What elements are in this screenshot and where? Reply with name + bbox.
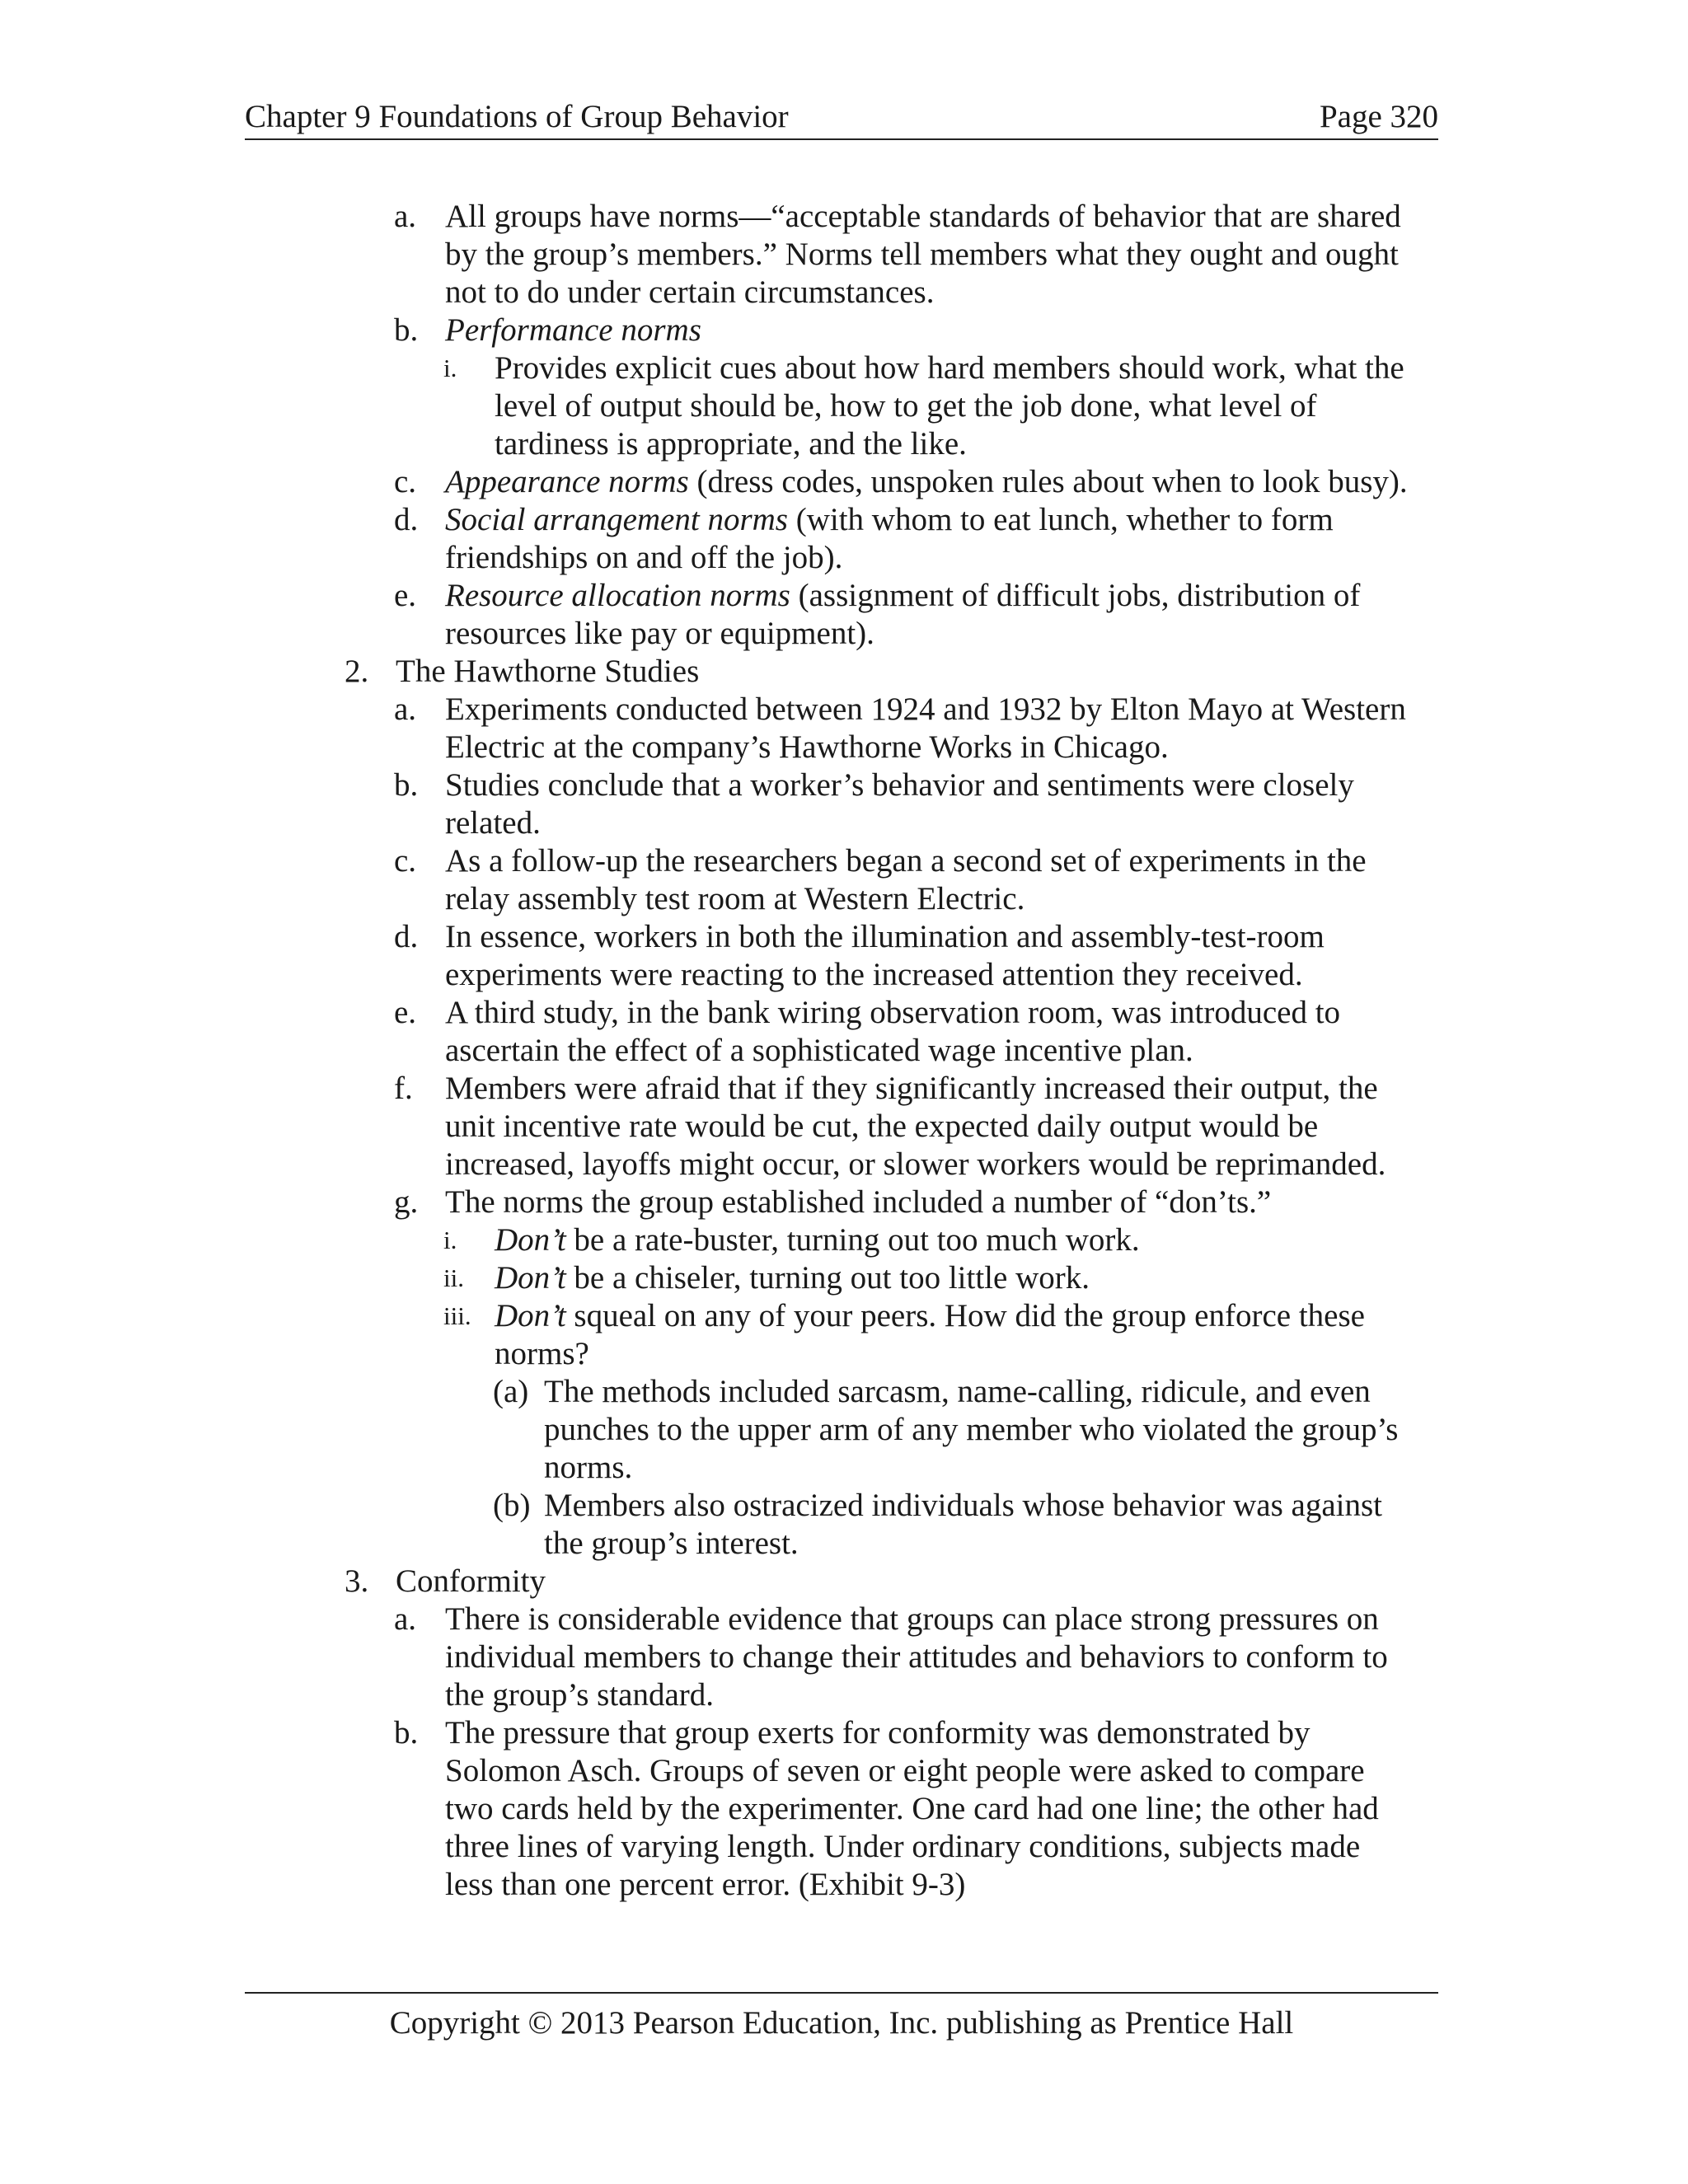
text-line: Don’t squeal on any of your peers. How did the group enforce these xyxy=(495,1298,1365,1333)
text-line: level of output should be, how to get the job done, what level of xyxy=(495,388,1317,424)
outline-item xyxy=(0,198,1688,312)
text-line: The methods included sarcasm, name-calling, ridicule, and even xyxy=(544,1374,1371,1409)
list-marker: b. xyxy=(394,767,419,803)
text-line: Social arrangement norms (with whom to eat lunch, whether to form xyxy=(445,502,1334,537)
outline-item xyxy=(0,653,1688,691)
outline-item xyxy=(0,766,1688,842)
outline-item xyxy=(0,1297,1688,1373)
text-line: increased, layoffs might occur, or slower workers would be reprimanded. xyxy=(445,1146,1386,1182)
list-marker: d. xyxy=(394,919,419,954)
list-marker: e. xyxy=(394,578,417,613)
outline-content xyxy=(0,198,1688,1904)
list-marker: c. xyxy=(394,843,417,879)
list-marker: g. xyxy=(394,1184,419,1220)
text-line: All groups have norms—“acceptable standards of behavior that are shared xyxy=(445,199,1401,234)
outline-item xyxy=(0,1070,1688,1183)
text-line: Members also ostracized individuals whose behavior was against xyxy=(544,1488,1382,1523)
outline-item xyxy=(0,842,1688,918)
list-marker: (b) xyxy=(493,1488,531,1523)
text-line: The pressure that group exerts for conformity was demonstrated by xyxy=(445,1715,1311,1750)
text-line: not to do under certain circumstances. xyxy=(445,274,935,310)
copyright-notice: Copyright © 2013 Pearson Education, Inc. publishing as Prentice Hall xyxy=(389,2005,1294,2041)
text-line: Experiments conducted between 1924 and 1932 by Elton Mayo at Western xyxy=(445,691,1406,727)
italic-term: Resource allocation norms xyxy=(445,578,790,613)
text-line: A third study, in the bank wiring observation room, was introduced to xyxy=(445,995,1341,1030)
list-marker: 2. xyxy=(345,654,369,689)
text-line: There is considerable evidence that groups can place strong pressures on xyxy=(445,1601,1379,1637)
text-line: The norms the group established included a number of “don’ts.” xyxy=(445,1184,1272,1220)
text-line: The Hawthorne Studies xyxy=(396,654,700,689)
list-marker: a. xyxy=(394,691,417,727)
text-line: Don’t be a chiseler, turning out too little work. xyxy=(495,1260,1090,1296)
italic-term: Appearance norms xyxy=(445,464,689,499)
text-line: Resource allocation norms (assignment of difficult jobs, distribution of xyxy=(445,578,1361,613)
list-marker: b. xyxy=(394,312,419,348)
outline-item xyxy=(0,1714,1688,1904)
chapter-title: Chapter 9 Foundations of Group Behavior xyxy=(245,99,789,134)
outline-item xyxy=(0,1373,1688,1487)
outline-item xyxy=(0,1221,1688,1259)
text-line: the group’s standard. xyxy=(445,1677,715,1713)
list-marker: f. xyxy=(394,1071,413,1106)
list-marker: a. xyxy=(394,199,417,234)
text-line: friendships on and off the job). xyxy=(445,540,843,575)
text-line: unit incentive rate would be cut, the expected daily output would be xyxy=(445,1108,1319,1144)
outline-item xyxy=(0,918,1688,994)
italic-term: Social arrangement norms xyxy=(445,502,788,537)
text-line: punches to the upper arm of any member who violated the group’s xyxy=(544,1412,1399,1447)
text-line: As a follow-up the researchers began a second set of experiments in the xyxy=(445,843,1367,879)
text-line: Provides explicit cues about how hard members should work, what the xyxy=(495,350,1404,386)
list-marker: ii. xyxy=(443,1263,464,1292)
text-line: Don’t be a rate-buster, turning out too much work. xyxy=(495,1222,1140,1258)
italic-term: Don’t xyxy=(495,1298,566,1333)
list-marker: d. xyxy=(394,502,419,537)
text-line: related. xyxy=(445,805,541,841)
list-marker: b. xyxy=(394,1715,419,1750)
list-marker: a. xyxy=(394,1601,417,1637)
outline-item xyxy=(0,691,1688,766)
italic-term: Don’t xyxy=(495,1260,566,1296)
list-marker: c. xyxy=(394,464,417,499)
page-footer xyxy=(245,1992,1438,2045)
text-line: Studies conclude that a worker’s behavior and sentiments were closely xyxy=(445,767,1354,803)
list-marker: i. xyxy=(443,354,457,382)
outline-item xyxy=(0,1601,1688,1714)
list-marker: i. xyxy=(443,1226,457,1254)
outline-item xyxy=(0,1259,1688,1297)
text-line: experiments were reacting to the increased attention they received. xyxy=(445,957,1303,992)
text-line: norms. xyxy=(544,1450,633,1485)
text-line: resources like pay or equipment). xyxy=(445,616,874,651)
text-line: three lines of varying length. Under ordinary conditions, subjects made xyxy=(445,1829,1361,1864)
outline-item xyxy=(0,994,1688,1070)
outline-item xyxy=(0,463,1688,501)
outline-item xyxy=(0,312,1688,349)
outline-item xyxy=(0,1183,1688,1221)
outline-item xyxy=(0,577,1688,653)
outline-item xyxy=(0,1563,1688,1601)
text-line: Solomon Asch. Groups of seven or eight people were asked to compare xyxy=(445,1753,1365,1788)
text-line: two cards held by the experimenter. One card had one line; the other had xyxy=(445,1791,1379,1826)
page-number: Page 320 xyxy=(1319,99,1438,134)
outline-item xyxy=(0,349,1688,463)
list-marker: e. xyxy=(394,995,417,1030)
text-line: Members were afraid that if they significantly increased their output, the xyxy=(445,1071,1378,1106)
list-marker: (a) xyxy=(493,1374,529,1409)
list-marker: iii. xyxy=(443,1301,471,1330)
italic-term: Performance norms xyxy=(445,312,701,348)
text-line: the group’s interest. xyxy=(544,1526,799,1561)
text-line: norms? xyxy=(495,1336,589,1371)
text-line: In essence, workers in both the illumination and assembly-test-room xyxy=(445,919,1325,954)
italic-term: Don’t xyxy=(495,1222,566,1258)
text-line: ascertain the effect of a sophisticated wage incentive plan. xyxy=(445,1033,1193,1068)
text-line: individual members to change their attitudes and behaviors to conform to xyxy=(445,1639,1388,1675)
page-header xyxy=(245,96,1438,140)
outline-item xyxy=(0,1487,1688,1563)
text-line: Electric at the company’s Hawthorne Works in Chicago. xyxy=(445,729,1169,765)
text-line: Appearance norms (dress codes, unspoken rules about when to look busy). xyxy=(445,464,1408,499)
list-marker: 3. xyxy=(345,1563,369,1599)
text-line: Conformity xyxy=(396,1563,546,1599)
text-line: by the group’s members.” Norms tell members what they ought and ought xyxy=(445,237,1399,272)
outline-item xyxy=(0,501,1688,577)
text-line: less than one percent error. (Exhibit 9-3) xyxy=(445,1867,966,1902)
text-line: relay assembly test room at Western Electric. xyxy=(445,881,1025,916)
text-line: tardiness is appropriate, and the like. xyxy=(495,426,967,462)
